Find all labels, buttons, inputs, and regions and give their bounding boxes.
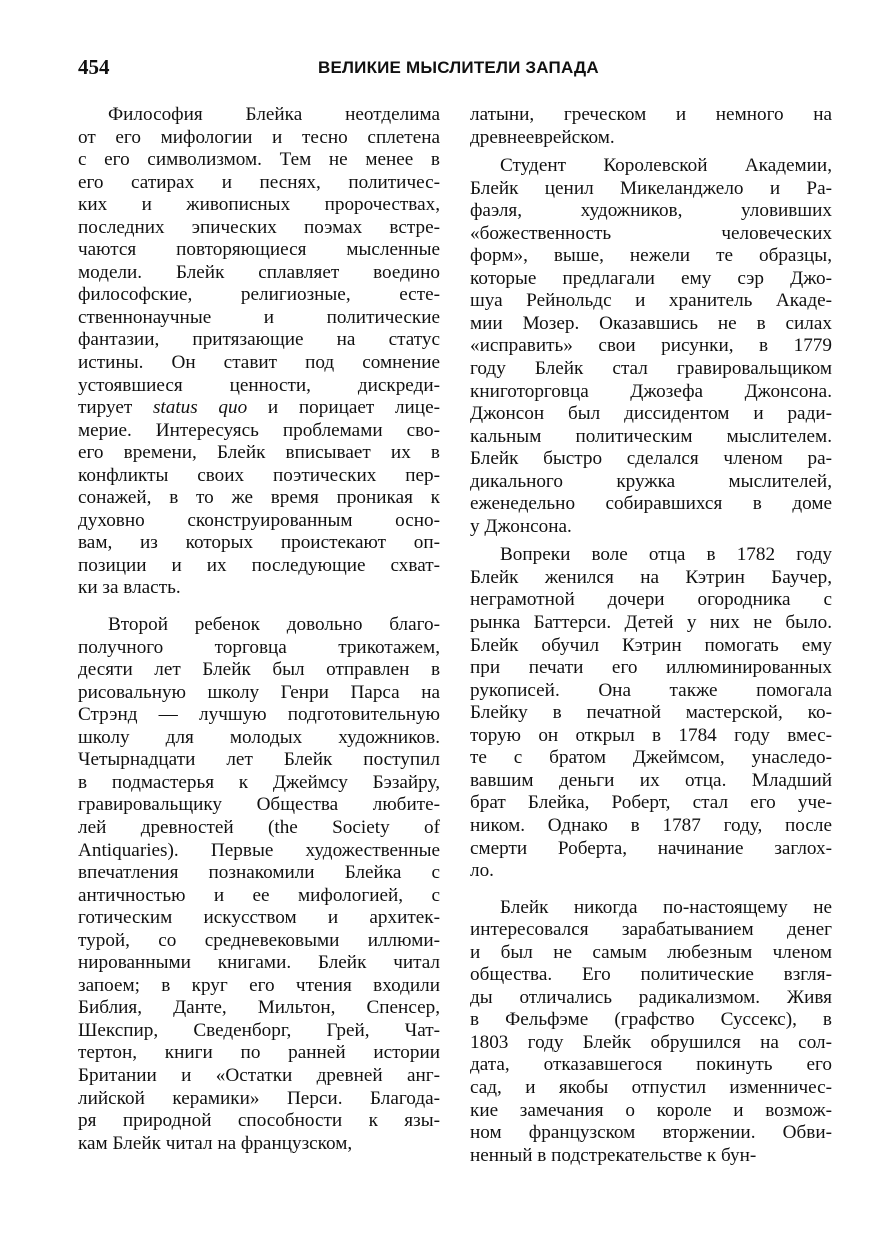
text-line: духовно сконструированным осно- bbox=[78, 509, 440, 531]
text-line: Философия Блейка неотделима bbox=[108, 104, 440, 125]
text-line: мерие. Интересуясь проблемами сво- bbox=[78, 419, 440, 441]
text-line: Блейку в печатной мастерской, ко- bbox=[470, 702, 832, 724]
paragraph bbox=[470, 104, 832, 149]
paragraph bbox=[78, 614, 440, 1155]
text-line: кие замечания о короле и возмож- bbox=[470, 1099, 832, 1121]
text-line: рынка Баттерси. Детей у них не было. bbox=[470, 612, 832, 634]
text-line: чаются повторяющиеся мысленные bbox=[78, 239, 440, 261]
text-line: году Блейк стал гравировальщиком bbox=[470, 358, 832, 380]
text-line: Блейк обучил Кэтрин помогать ему bbox=[470, 634, 832, 656]
text-line: Блейк ценил Микеланджело и Ра- bbox=[470, 177, 832, 199]
page-number: 454 bbox=[78, 55, 110, 79]
text-line: Antiquaries). Первые художественные bbox=[78, 839, 440, 861]
text-line: Вопреки воле отца в 1782 году bbox=[500, 544, 832, 566]
text-line: Четырнадцати лет Блейк поступил bbox=[78, 749, 440, 771]
text-line: с его символизмом. Тем не менее в bbox=[78, 149, 440, 171]
text-line: фантазии, притязающие на статус bbox=[78, 329, 440, 351]
paragraph bbox=[470, 897, 832, 1168]
text-line: модели. Блейк сплавляет воедино bbox=[78, 261, 440, 283]
paragraph bbox=[470, 155, 832, 538]
text-line: устоявшиеся ценности, дискреди- bbox=[78, 374, 440, 396]
text-line: гравировальщику Общества любите- bbox=[78, 794, 440, 816]
text-line: и был не самым любезным членом bbox=[470, 941, 832, 963]
text-line: конфликты своих поэтических пер- bbox=[78, 464, 440, 486]
text-line: вавшим деньги их отца. Младший bbox=[470, 769, 832, 791]
text-line: сонажей, в то же время проникая к bbox=[78, 487, 440, 509]
text-line: которые предлагали ему сэр Джо- bbox=[470, 267, 832, 289]
text-line: лей древностей (the Society of bbox=[78, 816, 440, 838]
text-line: кам Блейк читал на французском, bbox=[78, 1132, 353, 1154]
text-line: «исправить» свои рисунки, в 1779 bbox=[470, 335, 832, 357]
text-line: философские, религиозные, есте- bbox=[78, 284, 440, 306]
left-column bbox=[78, 104, 440, 1155]
text-line: Британии и «Остатки древней анг- bbox=[78, 1064, 440, 1086]
text-line: шуа Рейнольдс и хранитель Акаде- bbox=[470, 290, 832, 312]
text-line: сад, и якобы отпустил изменничес- bbox=[470, 1076, 832, 1098]
text-line: нированными книгами. Блейк читал bbox=[78, 952, 440, 974]
text-line: десяти лет Блейк был отправлен в bbox=[78, 659, 440, 681]
text-line: Блейк женился на Кэтрин Баучер, bbox=[470, 566, 832, 588]
text-line: школу для молодых художников. bbox=[78, 726, 440, 748]
text-line: тертон, книги по ранней истории bbox=[78, 1042, 440, 1064]
text-line: «божественность человеческих bbox=[470, 222, 832, 244]
text-line: книготорговца Джозефа Джонсона. bbox=[470, 380, 832, 402]
text-line: рисовальную школу Генри Парса на bbox=[78, 681, 440, 703]
text-line: от его мифологии и тесно сплетена bbox=[78, 126, 440, 148]
text-line: лийской керамики» Перси. Благода- bbox=[78, 1087, 440, 1109]
text-line: позиции и их последующие схват- bbox=[78, 554, 440, 576]
text-line: запоем; в круг его чтения входили bbox=[78, 974, 440, 996]
text-line: античностью и ее мифологией, с bbox=[78, 884, 440, 906]
text-line: готическим искусством и архитек- bbox=[78, 907, 440, 929]
text-line: ких и живописных пророчествах, bbox=[78, 194, 440, 216]
latin-phrase: status quo bbox=[152, 397, 248, 419]
text-line: Библия, Данте, Мильтон, Спенсер, bbox=[78, 997, 440, 1019]
text-line: те с братом Джеймсом, унаследо- bbox=[470, 747, 832, 769]
text-line: мии Мозер. Оказавшись не в силах bbox=[470, 312, 832, 334]
right-column bbox=[470, 104, 832, 1167]
text-line: Второй ребенок довольно благо- bbox=[108, 614, 440, 636]
text-line: его времени, Блейк вписывает их в bbox=[78, 442, 440, 464]
text-line: при печати его иллюминированных bbox=[470, 657, 832, 679]
text-line: ло. bbox=[470, 860, 494, 882]
text-line: истины. Он ставит под сомнение bbox=[78, 352, 440, 374]
text-line: его сатирах и песнях, политичес- bbox=[78, 171, 440, 193]
text-line: Джонсон был диссидентом и ради- bbox=[470, 403, 832, 425]
paragraph bbox=[470, 544, 832, 882]
running-title: ВЕЛИКИЕ МЫСЛИТЕЛИ ЗАПАДА bbox=[318, 58, 599, 77]
text-line: турой, со средневековыми иллюми- bbox=[78, 929, 440, 951]
text-line: смерти Роберта, начинание заглох- bbox=[470, 837, 832, 859]
text-line: впечатления познакомили Блейка с bbox=[78, 862, 440, 884]
text-line: кальным политическим мыслителем. bbox=[470, 425, 832, 447]
text-line: общества. Его политические взгля- bbox=[470, 964, 832, 986]
text-line: ды отличались радикализмом. Живя bbox=[470, 986, 832, 1008]
text-line: тирует status quo и порицает лице- bbox=[78, 397, 440, 419]
text-line: ником. Однако в 1787 году, после bbox=[470, 814, 832, 836]
text-line: Стрэнд — лучшую подготовительную bbox=[78, 704, 440, 726]
text-line: у Джонсона. bbox=[470, 515, 572, 537]
text-line: ки за власть. bbox=[78, 577, 181, 599]
text-line: в Фельфэме (графство Суссекс), в bbox=[470, 1009, 832, 1031]
text-line: Блейк никогда по-настоящему не bbox=[500, 896, 832, 918]
text-line: интересовался зарабатыванием денег bbox=[470, 919, 832, 941]
text-line: латыни, греческом и немного на bbox=[470, 104, 832, 125]
text-line: форм», выше, нежели те образцы, bbox=[470, 245, 832, 267]
text-line: брат Блейка, Роберт, стал его уче- bbox=[470, 792, 832, 814]
text-line: торую он открыл в 1784 году вмес- bbox=[470, 724, 832, 746]
text-line: дикального кружка мыслителей, bbox=[470, 470, 832, 492]
text-line: еженедельно собиравшихся в доме bbox=[470, 493, 832, 515]
text-line: ном французском вторжении. Обви- bbox=[470, 1122, 832, 1144]
text-line: Блейк быстро сделался членом ра- bbox=[470, 448, 832, 470]
text-line: фаэля, художников, уловивших bbox=[470, 200, 832, 222]
text-line: Шекспир, Сведенборг, Грей, Чат- bbox=[78, 1019, 440, 1041]
text-line: рукописей. Она также помогала bbox=[470, 679, 832, 701]
text-line: в подмастерья к Джеймсу Бэзайру, bbox=[78, 771, 440, 793]
text-line: ря природной способности к язы- bbox=[78, 1110, 440, 1132]
text-line: дата, отказавшегося покинуть его bbox=[470, 1054, 832, 1076]
paragraph bbox=[78, 104, 440, 600]
text-line: вам, из которых проистекают оп- bbox=[78, 532, 440, 554]
text-line: ненный в подстрекательстве к бун- bbox=[470, 1144, 757, 1166]
text-line: Студент Королевской Академии, bbox=[500, 155, 832, 177]
text-line: 1803 году Блейк обрушился на сол- bbox=[470, 1031, 832, 1053]
text-line: последних эпических поэмах встре- bbox=[78, 216, 440, 238]
text-line: древнееврейском. bbox=[470, 126, 615, 148]
text-line: получного торговца трикотажем, bbox=[78, 636, 440, 658]
text-line: неграмотной дочери огородника с bbox=[470, 589, 832, 611]
text-line: ственнонаучные и политические bbox=[78, 306, 440, 328]
